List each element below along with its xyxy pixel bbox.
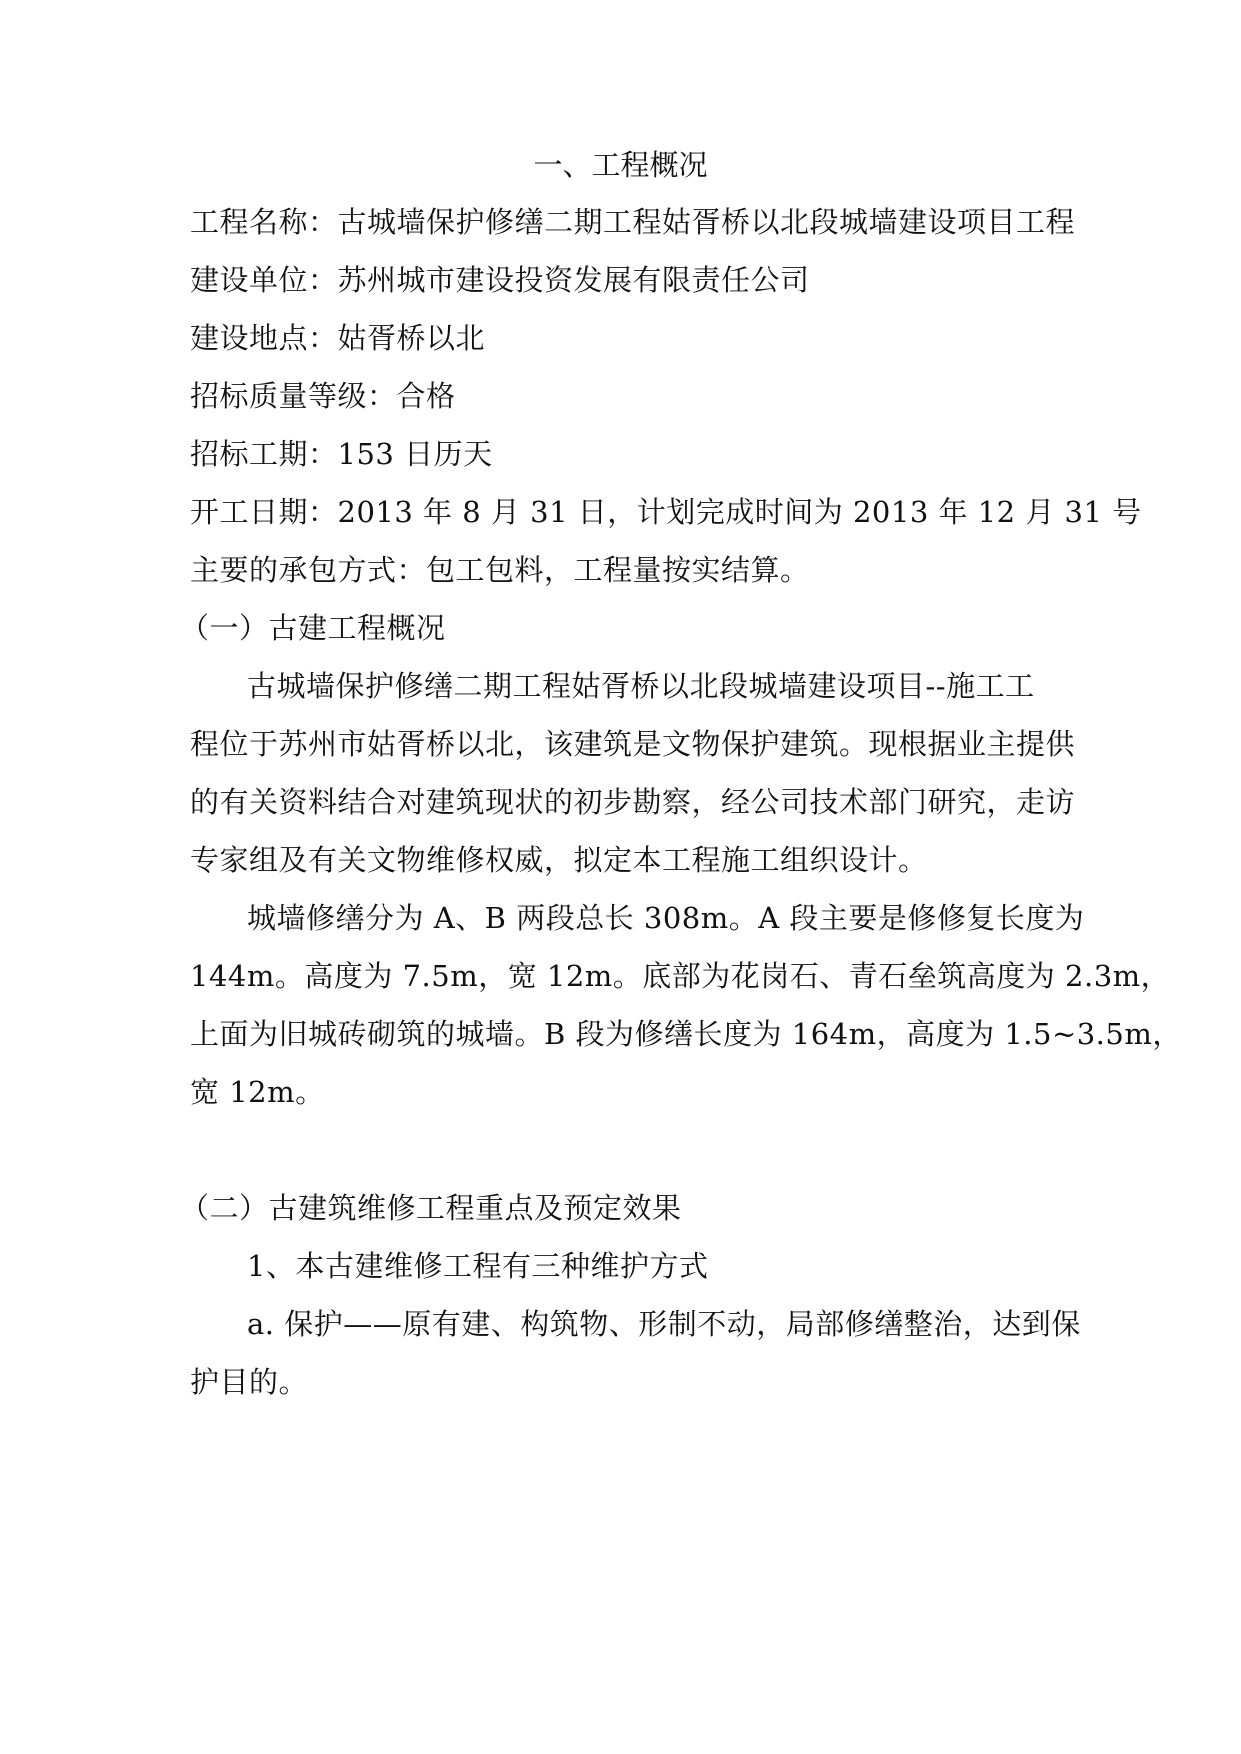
paragraph-2-line: 上面为旧城砖砌筑的城墙。B 段为修缮长度为 164m，高度为 1.5~3.5m，: [190, 1017, 1182, 1051]
paragraph-2-line: 宽 12m。: [190, 1075, 325, 1109]
paragraph-1-line: 程位于苏州市姑胥桥以北，该建筑是文物保护建筑。现根据业主提供: [190, 727, 1076, 761]
paragraph-1-line: 专家组及有关文物维修权威，拟定本工程施工组织设计。: [190, 843, 928, 877]
section-heading: 一、工程概况: [533, 148, 708, 182]
paragraph-2-line: 城墙修缮分为 A、B 两段总长 308m。A 段主要是修修复长度为: [247, 901, 1085, 935]
paragraph-1-line: 古城墙保护修缮二期工程姑胥桥以北段城墙建设项目--施工工: [247, 669, 1035, 703]
paragraph-2-line: 144m。高度为 7.5m，宽 12m。底部为花岗石、青石垒筑高度为 2.3m，: [190, 959, 1171, 993]
info-location: 建设地点：姑胥桥以北: [190, 321, 486, 355]
section-1-title: （一）古建工程概况: [180, 611, 446, 645]
paragraph-1-line: 的有关资料结合对建筑现状的初步勘察，经公司技术部门研究，走访: [190, 785, 1076, 819]
info-contract-mode: 主要的承包方式：包工包料，工程量按实结算。: [190, 553, 810, 587]
info-quality-grade: 招标质量等级：合格: [190, 379, 456, 413]
list-item-1: 1、本古建维修工程有三种维护方式: [247, 1249, 709, 1283]
info-builder: 建设单位：苏州城市建设投资发展有限责任公司: [190, 263, 810, 297]
list-item-a-line: a. 保护——原有建、构筑物、形制不动，局部修缮整治，达到保: [247, 1307, 1081, 1341]
list-item-a-line: 护目的。: [190, 1365, 309, 1399]
info-dates: 开工日期：2013 年 8 月 31 日，计划完成时间为 2013 年 12 月 31 号: [190, 495, 1142, 529]
info-duration: 招标工期：153 日历天: [190, 437, 493, 471]
section-2-title: （二）古建筑维修工程重点及预定效果: [180, 1191, 682, 1225]
info-project-name: 工程名称：古城墙保护修缮二期工程姑胥桥以北段城墙建设项目工程: [190, 205, 1076, 239]
